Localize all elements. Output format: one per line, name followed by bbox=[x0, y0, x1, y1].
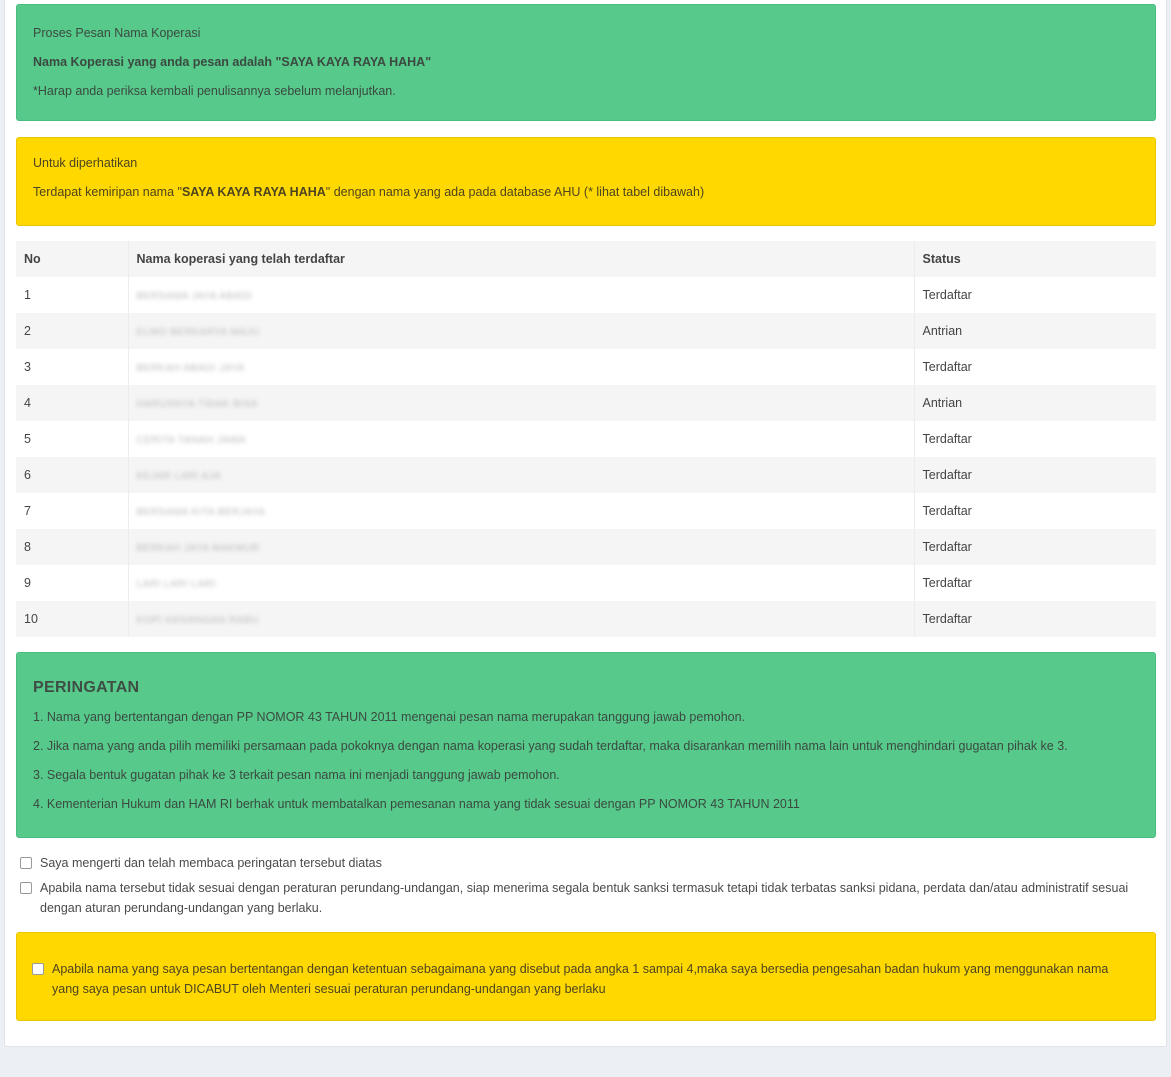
agree-revocation-checkbox[interactable] bbox=[32, 963, 44, 975]
blurred-cooperative-name: KOPI KENANGAN RABU bbox=[136, 615, 259, 626]
blurred-cooperative-name: BERKAH ABADI JAYA bbox=[136, 363, 245, 374]
cell-no: 9 bbox=[16, 565, 128, 601]
order-alert bbox=[16, 4, 1156, 121]
cell-name bbox=[128, 601, 914, 637]
blurred-cooperative-name: BERKAH JAYA MAKMUR bbox=[136, 543, 260, 554]
blurred-cooperative-name: CERITA TANAH JAWA bbox=[136, 435, 246, 446]
table-row bbox=[16, 565, 1156, 601]
table-row bbox=[16, 457, 1156, 493]
content-panel bbox=[4, 0, 1167, 1047]
table-row bbox=[16, 601, 1156, 637]
agree-sanction-label[interactable]: Apabila nama tersebut tidak sesuai dengan peraturan perundang-undangan, siap menerima segala bentuk sanksi termasuk tetapi tidak terbatas sanksi pidana, perdata dan/atau administratif sesuai dengan aturan perundang-undangan yang berlaku. bbox=[40, 881, 1129, 915]
warning-alert bbox=[16, 652, 1156, 838]
cell-name bbox=[128, 565, 914, 601]
ordered-name-line: Nama Koperasi yang anda pesan adalah "SAYA KAYA RAYA HAHA" bbox=[33, 55, 432, 69]
blurred-cooperative-name: BERSAMA JAYA ABADI bbox=[136, 291, 252, 302]
table-row bbox=[16, 313, 1156, 349]
cell-no: 5 bbox=[16, 421, 128, 457]
header-status: Status bbox=[914, 241, 1156, 277]
header-no: No bbox=[16, 241, 128, 277]
warning-item: 3. Segala bentuk gugatan pihak ke 3 terkait pesan nama ini menjadi tanggung jawab pemohon. bbox=[33, 768, 560, 782]
cell-status: Terdaftar bbox=[914, 493, 1156, 529]
order-alert-note: *Harap anda periksa kembali penulisannya sebelum melanjutkan. bbox=[33, 84, 396, 98]
agree-revocation-row[interactable] bbox=[32, 959, 1132, 999]
blurred-cooperative-name: LARI LARI LARI bbox=[136, 579, 216, 590]
cell-name bbox=[128, 493, 914, 529]
cell-status: Antrian bbox=[914, 385, 1156, 421]
agree-revocation-label[interactable]: Apabila nama yang saya pesan bertentangan dengan ketentuan sebagaimana yang disebut pada angka 1 sampai 4,maka saya bersedia pengesahan badan hukum yang menggunakan nama yang saya pesan untuk DICABUT oleh Menteri sesuai peraturan perundang-undangan yang berlaku bbox=[52, 962, 1109, 996]
cell-status: Terdaftar bbox=[914, 565, 1156, 601]
warning-item: 4. Kementerian Hukum dan HAM RI berhak untuk membatalkan pemesanan nama yang tidak sesuai dengan PP NOMOR 43 TAHUN 2011 bbox=[33, 797, 800, 811]
header-name: Nama koperasi yang telah terdaftar bbox=[128, 241, 914, 277]
similarity-alert-title: Untuk diperhatikan bbox=[33, 156, 138, 170]
cell-no: 2 bbox=[16, 313, 128, 349]
similarity-alert bbox=[16, 137, 1156, 226]
blurred-cooperative-name: HARUSNYA TIDAK BISA bbox=[136, 399, 258, 410]
cell-no: 7 bbox=[16, 493, 128, 529]
cell-status: Terdaftar bbox=[914, 277, 1156, 313]
agree-understand-checkbox[interactable] bbox=[20, 857, 32, 869]
cell-no: 4 bbox=[16, 385, 128, 421]
cell-status: Terdaftar bbox=[914, 457, 1156, 493]
table-row bbox=[16, 349, 1156, 385]
cell-name bbox=[128, 385, 914, 421]
table-row bbox=[16, 421, 1156, 457]
registered-names-table bbox=[16, 241, 1156, 637]
cell-status: Terdaftar bbox=[914, 601, 1156, 637]
cell-no: 1 bbox=[16, 277, 128, 313]
blurred-cooperative-name: BERSAMA KITA BERJAYA bbox=[136, 507, 266, 518]
agree-sanction-checkbox[interactable] bbox=[20, 882, 32, 894]
warning-title: PERINGATAN bbox=[33, 679, 140, 696]
cell-name bbox=[128, 529, 914, 565]
cell-status: Terdaftar bbox=[914, 529, 1156, 565]
table-row bbox=[16, 385, 1156, 421]
cell-status: Terdaftar bbox=[914, 349, 1156, 385]
order-alert-title: Proses Pesan Nama Koperasi bbox=[33, 26, 201, 40]
cell-name bbox=[128, 349, 914, 385]
warning-item: 1. Nama yang bertentangan dengan PP NOMOR 43 TAHUN 2011 mengenai pesan nama merupakan tanggung jawab pemohon. bbox=[33, 710, 746, 724]
table-row bbox=[16, 529, 1156, 565]
table-row bbox=[16, 493, 1156, 529]
agree-sanction-row[interactable] bbox=[20, 878, 1160, 918]
similar-name-highlight: SAYA KAYA RAYA HAHA bbox=[181, 185, 326, 199]
cell-status: Terdaftar bbox=[914, 421, 1156, 457]
cell-status: Antrian bbox=[914, 313, 1156, 349]
cell-no: 6 bbox=[16, 457, 128, 493]
table-row bbox=[16, 277, 1156, 313]
cell-no: 3 bbox=[16, 349, 128, 385]
cell-name bbox=[128, 421, 914, 457]
blurred-cooperative-name: ELMO BERKARYA MAJU bbox=[136, 327, 260, 338]
cell-name bbox=[128, 313, 914, 349]
cell-no: 10 bbox=[16, 601, 128, 637]
agree-understand-row[interactable] bbox=[20, 853, 1160, 873]
table-header-row bbox=[16, 241, 1156, 277]
warning-item: 2. Jika nama yang anda pilih memiliki persamaan pada pokoknya dengan nama koperasi yang sudah terdaftar, maka disarankan memilih nama lain untuk menghindari gugatan pihak ke 3. bbox=[33, 739, 1068, 753]
cell-name bbox=[128, 457, 914, 493]
cell-name bbox=[128, 277, 914, 313]
cell-no: 8 bbox=[16, 529, 128, 565]
revocation-alert bbox=[16, 932, 1156, 1021]
similarity-alert-text: Terdapat kemiripan nama "SAYA KAYA RAYA HAHA" dengan nama yang ada pada database AHU (* lihat tabel dibawah) bbox=[33, 185, 705, 199]
blurred-cooperative-name: KEJAR LARI AJA bbox=[136, 471, 222, 482]
agree-understand-label[interactable]: Saya mengerti dan telah membaca peringatan tersebut diatas bbox=[40, 856, 382, 870]
